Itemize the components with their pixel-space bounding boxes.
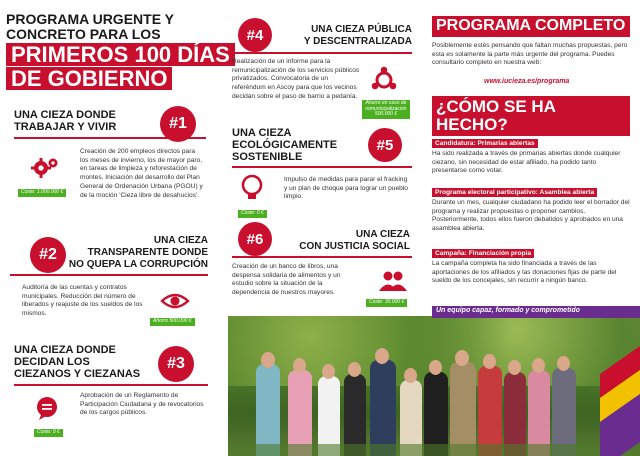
person-12 bbox=[552, 368, 576, 456]
title-line1: PROGRAMA URGENTE Y bbox=[6, 11, 175, 27]
person-6-head bbox=[404, 368, 417, 383]
person-9 bbox=[478, 366, 502, 456]
s6-heading-2: CON JUSTICIA SOCIAL bbox=[299, 241, 410, 252]
s4-cost-line1: Ahorro en caso de bbox=[365, 100, 407, 106]
s5-heading-3: SOSTENIBLE bbox=[232, 151, 303, 163]
title-big-2: DE GOBIERNO bbox=[6, 67, 172, 90]
people-icon bbox=[378, 270, 408, 292]
person-8-head bbox=[455, 350, 469, 366]
s6-heading-1: UNA CIEZA bbox=[355, 229, 410, 240]
s3-heading-1: UNA CIEZA DONDE bbox=[14, 344, 116, 356]
s5-text: Impulso de medidas para parar el fracking y un plan de choque para lograr un pueblo limpio. bbox=[284, 176, 408, 201]
s6-divider bbox=[232, 256, 412, 258]
s2-heading-3: NO QUEPA LA CORRUPCIÓN bbox=[68, 259, 208, 270]
s3-heading-2: DECIDAN LOS bbox=[14, 356, 90, 368]
s6-number-badge: #6 bbox=[238, 222, 272, 256]
title-line2: CONCRETO PARA LOS bbox=[6, 26, 161, 42]
person-4-head bbox=[348, 362, 361, 377]
person-5 bbox=[370, 360, 396, 456]
s5-number-badge: #5 bbox=[368, 128, 402, 162]
metodos-line2: IMPORTAN bbox=[596, 130, 630, 138]
s2-cost-tag: Ahorro 500.000 € bbox=[150, 318, 195, 326]
s3-divider bbox=[14, 384, 208, 386]
s1-cost-tag: Coste: 1.000.000 € bbox=[18, 189, 66, 197]
s2-heading-1: UNA CIEZA bbox=[153, 235, 208, 246]
ground bbox=[228, 444, 640, 456]
c1-text: Ha sido realizada a través de primarias abiertas donde cualquier ciezano, sin necesidad de estar afiliado, ha podido tanto presentarse como votar. bbox=[432, 150, 621, 175]
s3-number-badge: #3 bbox=[158, 346, 194, 382]
s5-cost-tag: Coste: 0 € bbox=[238, 210, 267, 218]
person-5-head bbox=[375, 348, 389, 364]
s2-divider bbox=[10, 274, 208, 276]
s2-number-badge: #2 bbox=[30, 237, 66, 273]
metodos-label bbox=[560, 123, 630, 137]
s5-divider bbox=[232, 166, 412, 168]
programa-title: PROGRAMA COMPLETO bbox=[432, 16, 630, 37]
s4-heading-1: UNA CIEZA PÚBLICA bbox=[311, 24, 412, 35]
s5-heading-2: ECOLÓGICAMENTE bbox=[232, 139, 338, 151]
s4-cost-line2: remunicipalización bbox=[365, 105, 407, 112]
s5-heading-1: UNA CIEZA bbox=[232, 127, 292, 139]
person-1 bbox=[256, 364, 280, 456]
s3-heading-3: CIEZANOS Y CIEZANAS bbox=[14, 368, 141, 380]
person-9-head bbox=[483, 354, 496, 369]
team-photo bbox=[228, 316, 640, 456]
person-2-head bbox=[293, 358, 306, 373]
person-10-head bbox=[508, 360, 521, 375]
web-link[interactable]: www.iucieza.es/programa bbox=[484, 78, 570, 85]
s6-cost-tag: Coste: 30.000 € bbox=[366, 299, 407, 307]
c2-heading: Programa electoral participativo: Asamblea abierta bbox=[432, 188, 597, 197]
c3-heading: Campaña: Financiación propia bbox=[432, 249, 534, 258]
network-icon bbox=[370, 66, 398, 94]
s3-cost-tag: Coste: 0 € bbox=[34, 429, 63, 437]
programa-text: Posiblemente estés pensando que faltan muchas propuestas, pero esta es solamente la parte más urgente del programa. Puedes consultarlo completo en nuestra web: bbox=[432, 42, 628, 67]
s1-heading-2: TRABAJAR Y VIVIR bbox=[14, 121, 117, 133]
s6-text: Creación de un banco de libros, una despensa solidaria de alimentos y un estudio sobre la situación de la dependencia de nuestros mayores. bbox=[232, 263, 341, 297]
person-12-head bbox=[557, 356, 570, 371]
como-title: ¿CÓMO SE HA HECHO? bbox=[432, 96, 630, 136]
s1-number-badge: #1 bbox=[160, 106, 196, 142]
c3-text: La campaña completa ha sido financiada a través de las aportaciones de los afiliados y las donaciones fijas de parte del sueldo de los concejales, sin recurrir a ningún banco. bbox=[432, 260, 617, 285]
s4-cost-tag bbox=[362, 100, 410, 119]
s1-text: Creación de 200 empleos directos para los meses de invierno, los de mayor paro, en tareas de limpieza y reforestación de montes. Iniciación del desarrollo del Plan General de Ordenación Urbana (PGOU) y de la moción 'Cieza libre de desahucios'. bbox=[80, 148, 203, 199]
s4-number-badge: #4 bbox=[238, 18, 272, 52]
s4-heading-2: Y DESCENTRALIZADA bbox=[303, 36, 412, 47]
s2-text: Auditoría de las cuentas y contratos municipales. Reducción del número de liberados y reajuste de los sueldos de los mismos. bbox=[22, 284, 143, 318]
s4-text: Realización de un informe para la remunicipalización de los servicios públicos privatizados. Convocatoria de un referéndum en Ascoy para que los vecinos decidan sobre el paso de barrio a pedanía. bbox=[232, 58, 360, 100]
gears-icon bbox=[30, 155, 60, 181]
c2-text: Durante un mes, cualquier ciudadano ha podido leer el borrador del programa y realizar propuestas o proponer cambios. Posteriormente, todos ellos fueron debatidos y aprobados en una asamblea abierta. bbox=[432, 199, 630, 233]
person-3-head bbox=[322, 364, 335, 379]
photo-caption: Un equipo capaz, formado y comprometido bbox=[436, 307, 580, 314]
person-1-head bbox=[261, 352, 275, 368]
person-8 bbox=[450, 362, 476, 456]
s2-heading-2: TRANSPARENTE DONDE bbox=[87, 247, 208, 258]
bulb-icon bbox=[240, 174, 264, 202]
s3-text: Aprobación de un Reglamento de Participación Ciudadana y de revocatorios de los cargos públicos. bbox=[80, 392, 204, 417]
person-11-head bbox=[532, 358, 545, 373]
s4-cost-line3: 500.000 € bbox=[374, 111, 398, 117]
s4-divider bbox=[232, 52, 412, 54]
eye-icon bbox=[160, 290, 190, 312]
s1-heading-1: UNA CIEZA DONDE bbox=[14, 109, 116, 121]
c1-heading: Candidatura: Primarias abiertas bbox=[432, 139, 538, 148]
title-big-1: PRIMEROS 100 DÍAS bbox=[6, 43, 235, 66]
person-7-head bbox=[429, 360, 442, 375]
chat-icon bbox=[34, 396, 60, 420]
metodos-line1: LOS MÉTODOS bbox=[582, 123, 630, 130]
